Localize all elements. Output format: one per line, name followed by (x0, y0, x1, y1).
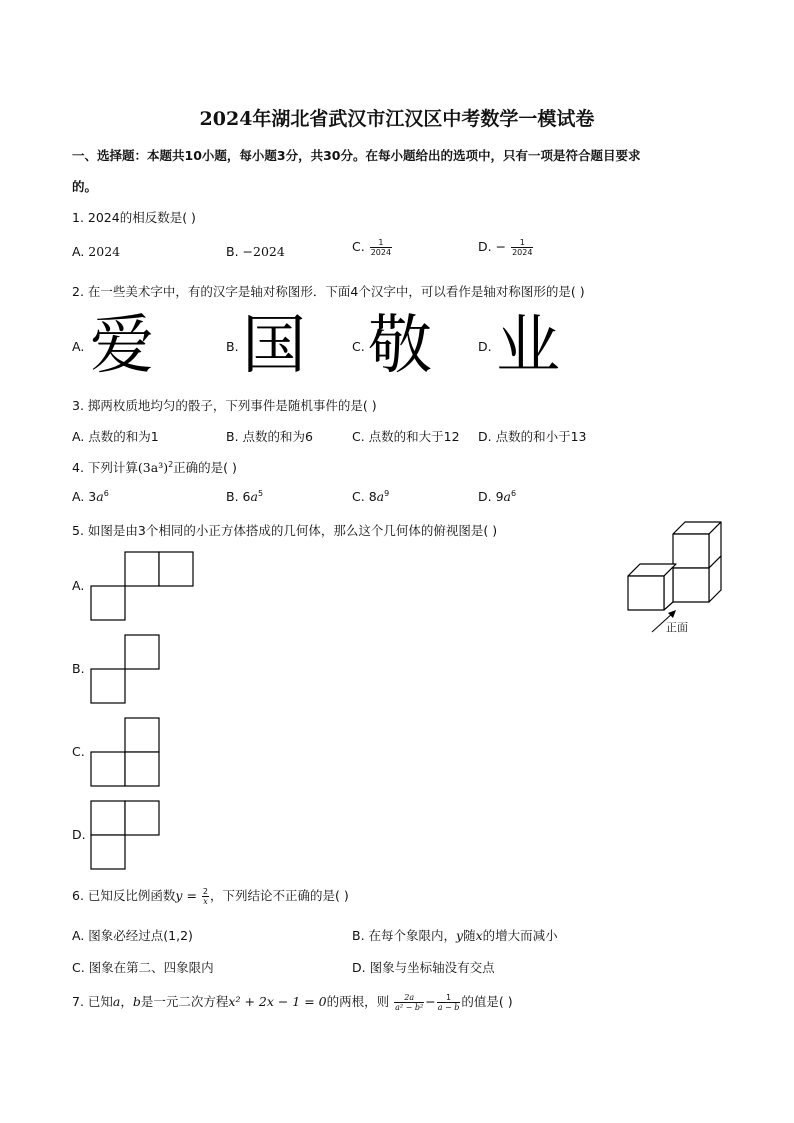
question-5-option-c-figure (90, 716, 162, 788)
question-2-option-c-label: C. (352, 339, 365, 354)
question-5-option-d-label: D. (72, 827, 86, 842)
option-label: C. (352, 239, 365, 254)
stem-text: 是一元二次方程 (140, 994, 229, 1009)
option-label: D. (478, 239, 492, 254)
option-value: 2024 (88, 244, 121, 259)
front-label: 正面 (666, 621, 688, 634)
minus-sign: − (495, 239, 507, 254)
question-6-option-a: A. 图象必经过点(1,2) (72, 928, 193, 943)
function-lhs: y = (175, 888, 197, 903)
question-1-option-b (226, 244, 285, 259)
question-3-option-d: D. 点数的和小于13 (478, 429, 587, 444)
square (125, 752, 159, 786)
square (125, 718, 159, 752)
question-2-option-a-char: 爱 (90, 309, 154, 383)
question-2-option-c-char: 敬 (368, 309, 432, 383)
fraction-denominator: 2024 (512, 248, 533, 257)
option-label: B. (226, 489, 239, 505)
fraction-denominator: 2024 (370, 248, 392, 257)
question-2-option-d-label: D. (478, 339, 492, 354)
coefficient: 9 (495, 489, 504, 505)
coefficient: 8 (368, 489, 377, 505)
question-4-stem (72, 458, 237, 476)
question-1-option-d (478, 238, 534, 257)
expression: (3a³) (137, 460, 169, 475)
fraction-numerator: 1 (511, 238, 533, 248)
exponent: 9 (384, 489, 390, 498)
variable: a (376, 489, 385, 505)
question-1-option-c (352, 238, 393, 257)
variable: a (96, 489, 104, 505)
minus-sign: − (425, 994, 436, 1009)
question-3-option-b: B. 点数的和为6 (226, 429, 313, 444)
option-text: B. 在每个象限内， (352, 928, 457, 943)
stem-text: ，下列结论不正确的是( ) (210, 888, 349, 903)
question-4-option-b (226, 489, 263, 504)
variable: b (132, 994, 141, 1009)
fraction-numerator: 2 (202, 887, 208, 896)
square (91, 835, 125, 869)
stem-text: 7. 已知 (72, 994, 113, 1009)
bottom-left-cube-front-face (628, 576, 664, 610)
question-3-option-c: C. 点数的和大于12 (352, 429, 460, 444)
fraction (511, 238, 533, 257)
equation: x² + 2x − 1 = 0 (228, 994, 327, 1009)
question-1-stem: 1. 2024的相反数是( ) (72, 210, 196, 225)
square (159, 552, 193, 586)
square (125, 635, 159, 669)
option-label: D. (478, 489, 492, 505)
variable: a (250, 489, 258, 505)
fraction-denominator: a − b (437, 1003, 460, 1012)
option-text: 随 (463, 928, 476, 943)
coefficient: 6 (242, 489, 251, 505)
fraction-denominator: x (203, 897, 208, 906)
coefficient: 3 (88, 489, 97, 505)
bottom-right-cube-front-face (673, 568, 709, 602)
fraction-numerator: 1 (437, 993, 461, 1003)
option-label: C. (352, 489, 365, 505)
fraction (202, 887, 209, 906)
question-2-option-a-label: A. (72, 339, 85, 354)
separator: ， (120, 994, 133, 1009)
question-6-option-d: D. 图象与坐标轴没有交点 (352, 960, 495, 975)
stem-text: 的值是( ) (461, 994, 513, 1009)
question-7-stem (72, 992, 513, 1012)
question-5-option-a-figure (90, 550, 196, 622)
square (125, 801, 159, 835)
question-5-option-a-label: A. (72, 578, 85, 593)
square (91, 586, 125, 620)
fraction (370, 238, 392, 257)
question-2-stem: 2. 在一些美术字中，有的汉字是轴对称图形．下面4个汉字中，可以看作是轴对称图形的是( ) (72, 284, 585, 299)
question-5-option-d-figure (90, 799, 162, 871)
stem-text: 6. 已知反比例函数 (72, 888, 176, 903)
stem-text: 的两根，则 (326, 994, 390, 1009)
section-header: 一、选择题：本题共10小题，每小题3分，共30分。在每小题给出的选项中，只有一项是符合题目要求 (72, 148, 641, 163)
question-6-stem (72, 886, 349, 906)
section-header-cont: 的。 (72, 179, 98, 194)
square (91, 669, 125, 703)
variable: a (503, 489, 511, 505)
question-4-option-c (352, 489, 389, 504)
exponent: 2 (168, 459, 174, 469)
fraction (394, 993, 424, 1012)
option-label: B. (226, 244, 239, 259)
option-text: 的增大而减小 (482, 928, 558, 943)
question-2-option-b-char: 国 (242, 309, 306, 383)
exponent: 5 (257, 489, 264, 498)
stem-text: 4. 下列计算 (72, 460, 138, 475)
question-4-option-d (478, 489, 516, 504)
fraction-numerator: 1 (370, 238, 392, 248)
fraction (437, 993, 461, 1012)
question-3-option-a: A. 点数的和为1 (72, 429, 159, 444)
square (91, 801, 125, 835)
stem-text: 正确的是( ) (173, 460, 237, 475)
page-title: 2024年湖北省武汉市江汉区中考数学一模试卷 (199, 108, 595, 130)
top-cube-front-face (673, 534, 709, 568)
variable: a (112, 994, 121, 1009)
exponent: 6 (103, 489, 109, 498)
option-label: A. (72, 244, 85, 259)
option-value: −2024 (242, 244, 285, 259)
variable: y (456, 928, 464, 943)
question-6-option-b (352, 926, 558, 944)
question-2-option-d-char: 业 (496, 309, 560, 383)
option-label: A. (72, 489, 85, 505)
exponent: 6 (511, 489, 517, 498)
question-3-stem: 3. 掷两枚质地均匀的骰子，下列事件是随机事件的是( ) (72, 398, 377, 413)
square (125, 552, 159, 586)
fraction-numerator: 2a (394, 993, 424, 1003)
question-5-option-c-label: C. (72, 744, 85, 759)
question-6-option-c: C. 图象在第二、四象限内 (72, 960, 214, 975)
question-1-option-a (72, 244, 120, 259)
question-5-stem: 5. 如图是由3个相同的小正方体搭成的几何体，那么这个几何体的俯视图是( ) (72, 523, 498, 538)
question-4-option-a (72, 489, 109, 504)
question-5-option-b-label: B. (72, 661, 85, 676)
square (91, 752, 125, 786)
question-5-option-b-figure (90, 633, 162, 705)
variable: x (475, 928, 483, 943)
fraction-denominator: a² − b² (395, 1003, 424, 1012)
question-2-option-b-label: B. (226, 339, 239, 354)
